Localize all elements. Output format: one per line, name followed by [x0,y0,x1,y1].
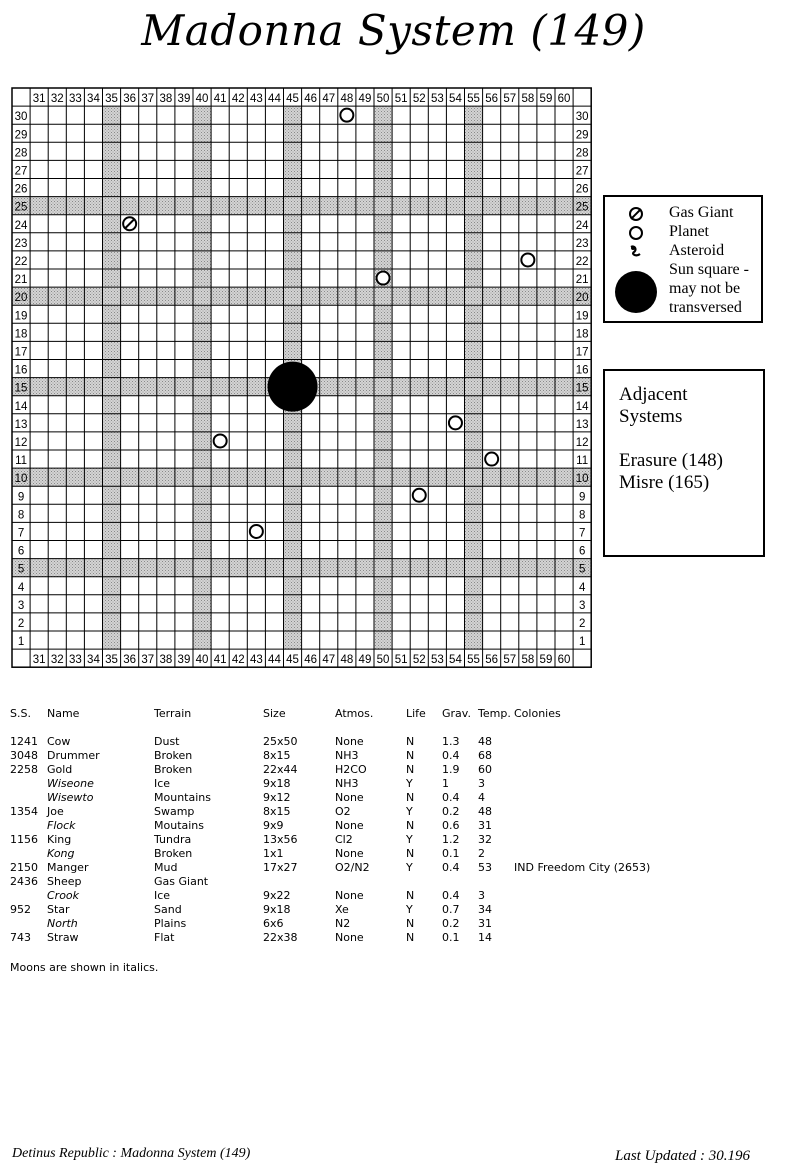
column-label: 60 [557,654,571,667]
cell-name: Manger [47,861,89,874]
row-label: 29 [14,129,28,142]
row-label: 7 [578,527,586,540]
cell-ss: 743 [10,931,31,944]
cell-terrain: Plains [154,917,187,930]
column-label: 42 [231,93,245,106]
cell-name: Wiseone [47,777,94,790]
cell-grav: 0.4 [442,889,460,902]
row-label: 4 [578,581,586,594]
column-label: 55 [467,654,480,667]
column-label: 44 [268,93,281,106]
cell-temp: 32 [478,833,492,846]
row-label: 12 [575,437,589,449]
adjacent-systems-box [603,369,765,557]
column-label: 41 [213,654,227,667]
header-terrain: Terrain [154,707,192,720]
row-label: 26 [14,183,28,196]
row-label: 25 [575,201,589,214]
row-label: 24 [575,219,589,232]
cell-size: 9x12 [263,791,291,804]
row-label: 21 [575,274,589,287]
row-label: 2 [17,618,25,630]
cell-terrain: Tundra [154,833,192,846]
cell-atmos: None [335,931,364,944]
cell-life: Y [406,777,413,790]
header-temp: Temp. [478,707,511,720]
row-label: 19 [575,310,589,323]
column-label: 44 [268,654,281,667]
column-label: 37 [141,654,155,667]
row-label: 26 [575,183,589,196]
cell-atmos: O2/N2 [335,861,370,874]
cell-terrain: Gas Giant [154,875,209,888]
cell-size: 22x38 [263,931,298,944]
cell-name: Flock [47,819,76,832]
row-label: 14 [575,400,589,413]
column-label: 59 [539,654,553,667]
cell-life: Y [406,833,413,846]
cell-size: 9x9 [263,819,284,832]
cell-name: Wisewto [47,791,94,804]
row-label: 23 [575,237,589,250]
column-label: 58 [521,654,535,667]
column-label: 45 [286,654,299,667]
row-label: 17 [14,346,28,359]
cell-colonies: IND Freedom City (2653) [514,861,651,874]
cell-grav: 0.2 [442,917,460,930]
column-label: 50 [376,654,390,667]
cell-life: Y [406,861,413,874]
column-label: 50 [376,93,390,106]
cell-temp: 2 [478,847,485,860]
column-label: 47 [322,654,336,667]
cell-size: 22x44 [263,763,298,776]
planet-marker [449,416,462,429]
row-label: 3 [17,599,25,612]
cell-grav: 0.4 [442,861,460,874]
adjacent-system-item: Erasure (148) [619,450,723,471]
row-label: 20 [14,292,28,305]
cell-life: N [406,889,415,902]
column-label: 48 [340,93,354,106]
page-title: Madonna System (149) [141,6,646,55]
cell-temp: 34 [478,903,492,916]
cell-life: Y [406,805,413,818]
cell-atmos: None [335,819,364,832]
cell-atmos: None [335,735,364,748]
row-label: 13 [575,418,589,431]
column-label: 52 [412,654,426,667]
column-label: 33 [68,93,82,106]
cell-ss: 2258 [10,763,38,776]
cell-life: N [406,749,415,762]
cell-temp: 68 [478,749,492,762]
header-colonies: Colonies [514,707,561,720]
cell-temp: 53 [478,861,492,874]
column-label: 57 [503,654,517,667]
cell-temp: 60 [478,763,492,776]
cell-size: 17x27 [263,861,298,874]
cell-size: 8x15 [263,805,291,818]
cell-ss: 3048 [10,749,38,762]
cell-life: N [406,917,415,930]
planet-marker [340,109,353,122]
moons-note: Moons are shown in italics. [10,961,159,974]
cell-temp: 31 [478,917,492,930]
column-label: 43 [249,654,263,667]
cell-grav: 0.1 [442,847,460,860]
cell-name: King [47,833,72,846]
cell-temp: 48 [478,735,492,748]
asteroid-icon [627,242,645,260]
column-label: 41 [213,93,227,106]
cell-ss: 2150 [10,861,38,874]
row-label: 18 [14,328,28,341]
row-label: 5 [17,563,25,576]
cell-name: Star [47,903,70,916]
column-label: 34 [87,654,100,667]
planet-marker [485,453,498,466]
cell-size: 25x50 [263,735,298,748]
cell-atmos: O2 [335,805,351,818]
column-label: 36 [123,93,137,106]
column-label: 56 [485,654,499,667]
cell-size: 9x22 [263,889,291,902]
cell-grav: 0.4 [442,791,460,804]
cell-temp: 3 [478,777,485,790]
cell-ss: 1241 [10,735,38,748]
header-size: Size [263,707,286,720]
row-label: 3 [578,599,586,612]
column-label: 35 [105,93,118,106]
row-label: 28 [14,147,28,160]
cell-temp: 31 [478,819,492,832]
footer-system-name: Detinus Republic : Madonna System (149) [12,1146,251,1161]
cell-terrain: Broken [154,749,193,762]
cell-atmos: NH3 [335,749,359,762]
column-label: 58 [521,93,535,106]
cell-grav: 0.6 [442,819,460,832]
sun-marker [268,362,318,412]
row-label: 22 [14,256,28,268]
cell-name: Drummer [47,749,100,762]
cell-grav: 0.7 [442,903,460,916]
cell-ss: 1156 [10,833,38,846]
row-label: 17 [575,346,589,359]
column-label: 33 [68,654,82,667]
row-label: 9 [17,491,25,504]
row-label: 11 [576,455,589,468]
column-label: 34 [87,93,100,106]
cell-name: Straw [47,931,79,944]
row-label: 15 [14,382,28,395]
row-label: 19 [14,310,28,323]
cell-name: Cow [47,735,71,748]
row-label: 8 [17,509,25,522]
column-label: 53 [430,654,444,667]
column-label: 37 [141,93,155,106]
cell-life: N [406,847,415,860]
legend-gas-giant-label: Gas Giant [669,204,734,221]
column-label: 46 [304,93,318,106]
column-label: 54 [449,93,462,106]
cell-name: Joe [47,805,64,818]
row-label: 30 [575,111,589,124]
cell-terrain: Ice [154,889,171,902]
cell-terrain: Flat [154,931,175,944]
row-label: 28 [575,147,589,160]
cell-terrain: Ice [154,777,171,790]
header-name: Name [47,707,80,720]
legend-box [603,195,763,323]
column-label: 57 [503,93,517,106]
row-label: 13 [14,418,28,431]
cell-name: Kong [47,847,75,860]
cell-atmos: N2 [335,917,351,930]
cell-size: 8x15 [263,749,291,762]
row-label: 10 [14,473,28,486]
column-label: 51 [394,654,408,667]
column-label: 35 [105,654,118,667]
planet-marker [214,434,227,447]
cell-terrain: Broken [154,763,193,776]
row-label: 20 [575,292,589,305]
row-label: 23 [14,237,28,250]
row-label: 12 [14,437,28,449]
row-label: 24 [14,219,28,232]
column-label: 40 [195,654,209,667]
column-label: 38 [159,654,173,667]
column-label: 36 [123,654,137,667]
footer-last-updated: Last Updated : 30.196 [615,1148,750,1164]
adjacent-heading-2: Systems [619,406,683,427]
row-label: 10 [575,473,589,486]
row-label: 1 [17,636,25,649]
row-label: 15 [575,382,589,395]
column-label: 56 [485,93,499,106]
row-label: 9 [578,491,586,504]
column-label: 45 [286,93,299,106]
cell-terrain: Broken [154,847,193,860]
row-label: 6 [578,545,586,558]
column-label: 38 [159,93,173,106]
header-grav: Grav. [442,707,471,720]
cell-ss: 1354 [10,805,38,818]
cell-life: N [406,819,415,832]
cell-life: Y [406,903,413,916]
column-label: 32 [50,93,64,106]
column-label: 52 [412,93,426,106]
cell-life: N [406,735,415,748]
cell-ss: 2436 [10,875,38,888]
planet-marker [250,525,263,538]
row-label: 16 [14,364,28,377]
cell-grav: 1 [442,777,449,790]
cell-grav: 0.2 [442,805,460,818]
planet-marker [521,253,534,266]
cell-terrain: Dust [154,735,180,748]
adjacent-heading-1: Adjacent [619,384,688,405]
column-label: 60 [557,93,571,106]
row-label: 22 [575,256,589,268]
column-label: 40 [195,93,209,106]
column-label: 43 [249,93,263,106]
column-label: 54 [449,654,462,667]
planet-marker [413,489,426,502]
cell-name: North [47,917,78,930]
cell-life: N [406,763,415,776]
row-label: 5 [578,563,586,576]
header-ss: S.S. [10,707,31,720]
cell-temp: 48 [478,805,492,818]
legend-planet-label: Planet [669,223,709,240]
cell-terrain: Sand [154,903,182,916]
column-label: 32 [50,654,64,667]
column-label: 42 [231,654,245,667]
column-label: 47 [322,93,336,106]
row-label: 27 [575,165,589,178]
gas-giant-icon [627,205,645,223]
sun-icon [613,269,659,315]
cell-size: 1x1 [263,847,284,860]
row-label: 4 [17,581,25,594]
row-label: 29 [575,129,589,142]
cell-grav: 1.3 [442,735,460,748]
cell-name: Gold [47,763,73,776]
row-label: 6 [17,545,25,558]
column-label: 49 [358,654,372,667]
row-label: 16 [575,364,589,377]
cell-grav: 0.1 [442,931,460,944]
cell-atmos: H2CO [335,763,367,776]
row-label: 18 [575,328,589,341]
column-label: 55 [467,93,480,106]
row-label: 14 [14,400,28,413]
row-label: 8 [578,509,586,522]
header-atmos: Atmos. [335,707,374,720]
row-label: 11 [15,455,28,468]
cell-atmos: NH3 [335,777,359,790]
header-life: Life [406,707,426,720]
row-label: 1 [578,636,586,649]
column-label: 39 [177,654,191,667]
cell-size: 9x18 [263,903,291,916]
cell-atmos: None [335,847,364,860]
cell-temp: 3 [478,889,485,902]
column-label: 31 [32,93,46,106]
cell-terrain: Swamp [154,805,195,818]
row-label: 25 [14,201,28,214]
cell-terrain: Mountains [154,791,211,804]
cell-name: Crook [47,889,80,902]
planet-icon [627,224,645,242]
cell-grav: 1.9 [442,763,460,776]
legend-sun-label-1: Sun square - [669,261,749,278]
column-label: 49 [358,93,372,106]
cell-grav: 1.2 [442,833,460,846]
legend-sun-label-3: transversed [669,299,742,316]
cell-atmos: Xe [335,903,349,916]
row-label: 7 [17,527,25,540]
legend-asteroid-label: Asteroid [669,242,725,259]
legend-sun-label-2: may not be [669,280,741,297]
cell-size: 9x18 [263,777,291,790]
column-label: 31 [32,654,46,667]
column-label: 48 [340,654,354,667]
cell-atmos: None [335,889,364,902]
row-label: 27 [14,165,28,178]
cell-temp: 14 [478,931,492,944]
cell-name: Sheep [47,875,82,888]
cell-grav: 0.4 [442,749,460,762]
row-label: 21 [14,274,28,287]
cell-size: 6x6 [263,917,284,930]
cell-life: N [406,791,415,804]
column-label: 46 [304,654,318,667]
cell-size: 13x56 [263,833,298,846]
cell-atmos: None [335,791,364,804]
adjacent-system-item: Misre (165) [619,472,710,493]
cell-terrain: Mud [154,861,178,874]
cell-atmos: Cl2 [335,833,353,846]
column-label: 53 [430,93,444,106]
cell-ss: 952 [10,903,31,916]
cell-life: N [406,931,415,944]
cell-terrain: Moutains [154,819,205,832]
column-label: 59 [539,93,553,106]
row-label: 30 [14,111,28,124]
row-label: 2 [578,618,586,630]
cell-temp: 4 [478,791,485,804]
column-label: 51 [394,93,408,106]
planet-marker [377,272,390,285]
column-label: 39 [177,93,191,106]
